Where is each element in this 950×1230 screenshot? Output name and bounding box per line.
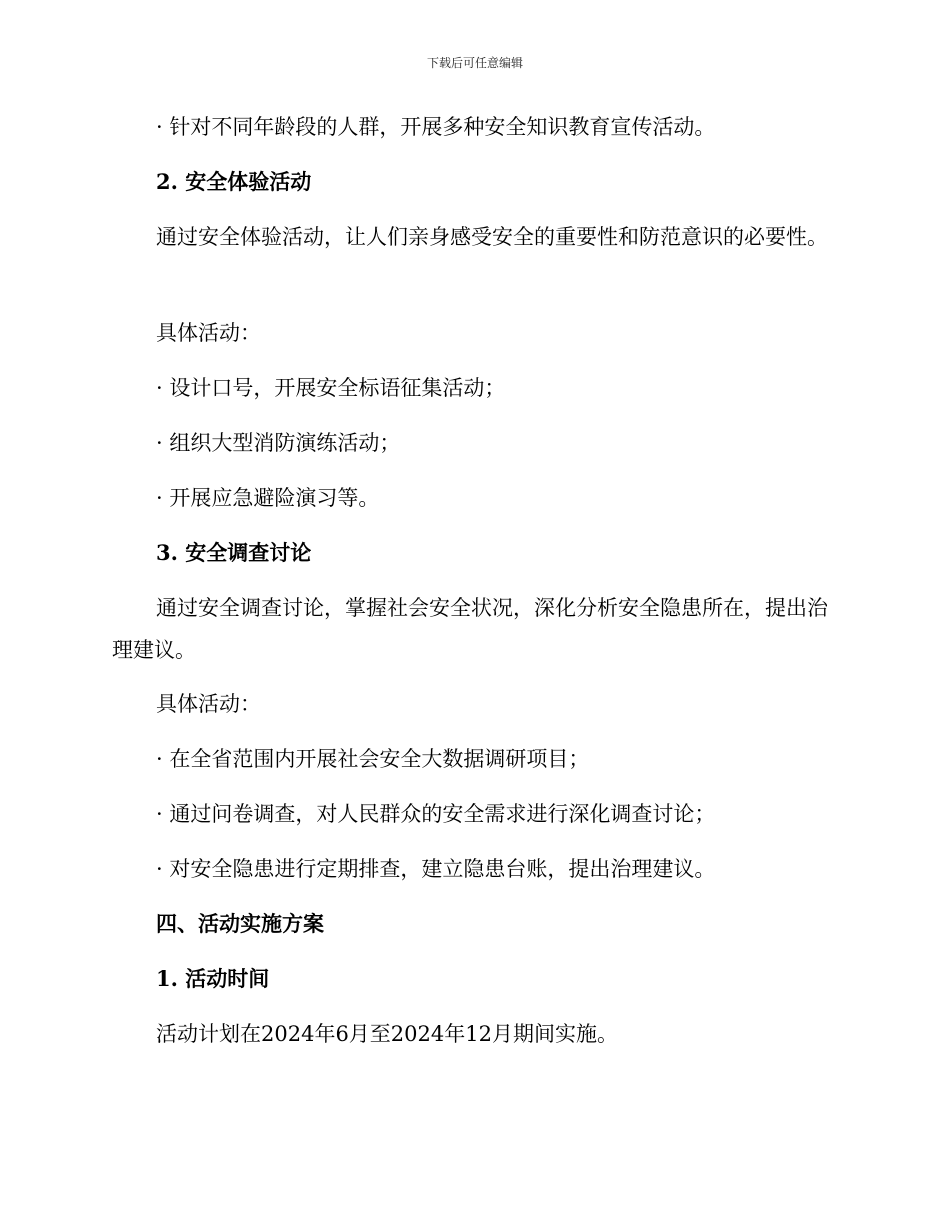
bullet-item: · 对安全隐患进行定期排查，建立隐患台账，提出治理建议。	[156, 857, 716, 881]
bullet-item: · 开展应急避险演习等。	[156, 486, 380, 510]
chapter-heading: 四、活动实施方案	[156, 911, 324, 936]
paragraph: 通过安全调查讨论，掌握社会安全状况，深化分析安全隐患所在，提出治理建议。	[112, 596, 828, 662]
bullet-item: · 组织大型消防演练活动；	[156, 431, 401, 455]
subheading: 具体活动：	[156, 321, 261, 345]
page-header: 下载后可任意编辑	[426, 56, 523, 70]
paragraph: 活动计划在2024年6月至2024年12月期间实施。	[156, 1022, 618, 1046]
paragraph: 通过安全体验活动，让人们亲身感受安全的重要性和防范意识的必要性。	[156, 225, 828, 249]
bullet-item: · 通过问卷调查，对人民群众的安全需求进行深化调查讨论；	[156, 802, 716, 826]
section-heading: 3. 安全调查讨论	[156, 540, 312, 565]
section-heading: 1. 活动时间	[156, 966, 270, 991]
bullet-item: · 在全省范围内开展社会安全大数据调研项目；	[156, 747, 590, 771]
bullet-item: · 设计口号，开展安全标语征集活动；	[156, 376, 506, 400]
section-heading: 2. 安全体验活动	[156, 169, 312, 194]
bullet-item: · 针对不同年龄段的人群，开展多种安全知识教育宣传活动。	[156, 115, 716, 139]
subheading: 具体活动：	[156, 692, 261, 716]
